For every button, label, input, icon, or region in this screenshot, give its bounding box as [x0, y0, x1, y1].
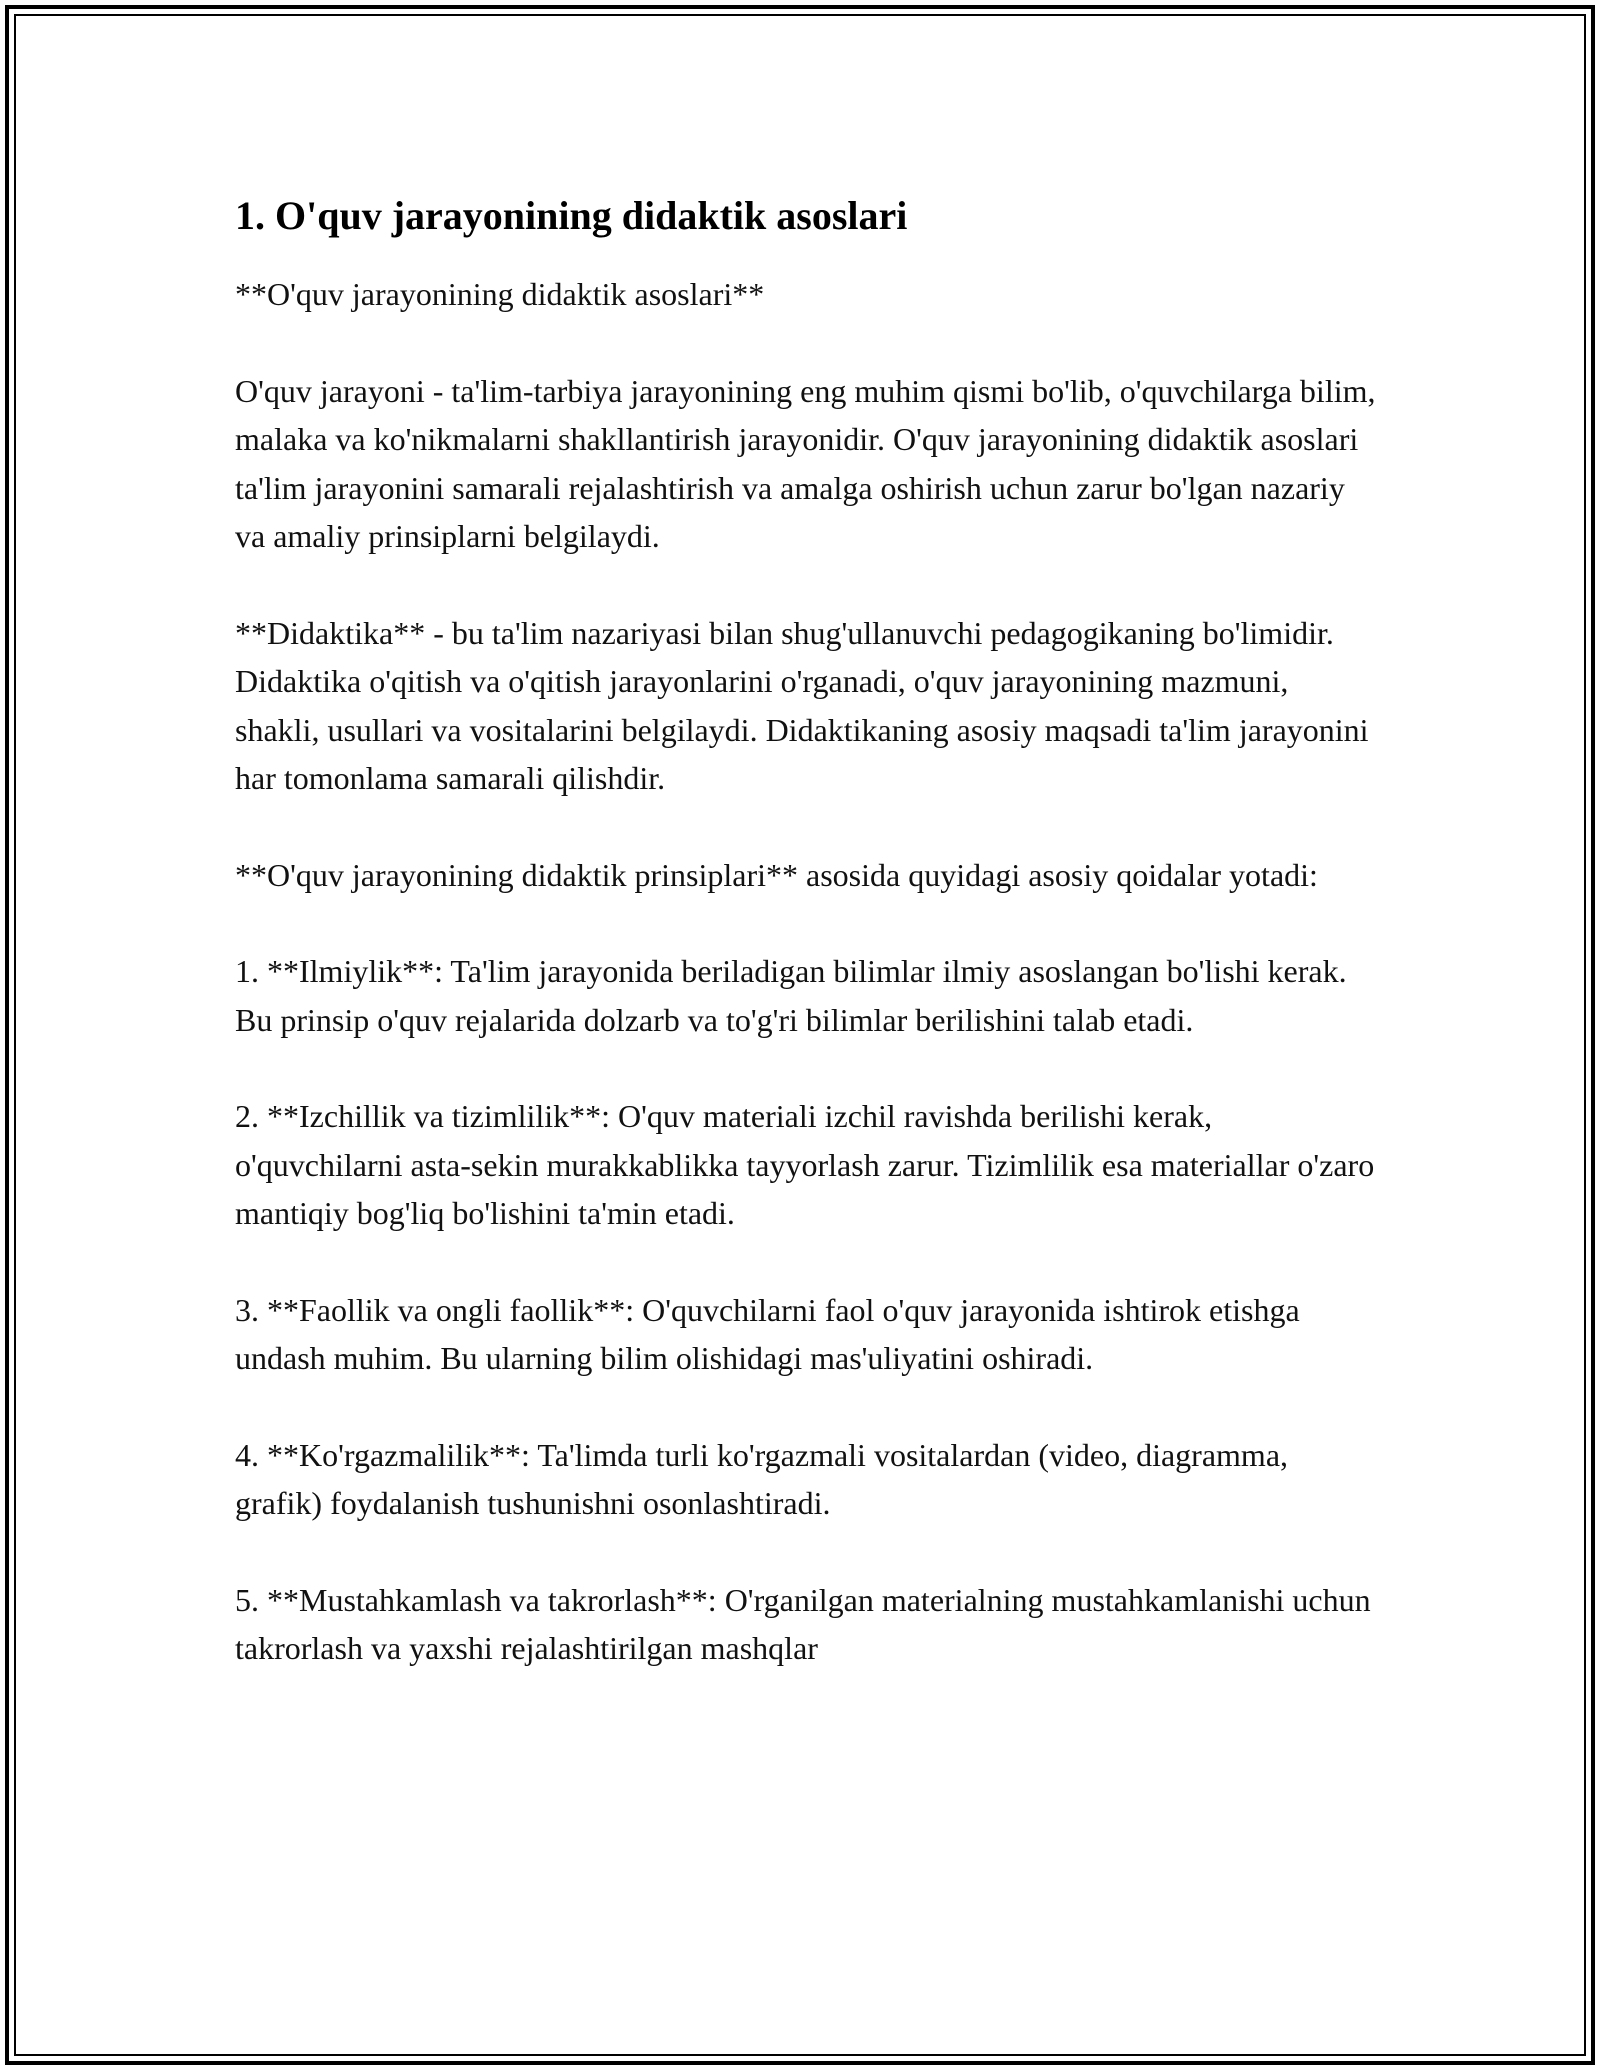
document-body: [235, 186, 1380, 1721]
list-item-faollik: 3. **Faollik va ongli faollik**: O'quvchilarni faol o'quv jarayonida ishtirok etishga undash muhim. Bu ularning bilim olishidagi mas'uliyatini oshiradi.: [235, 1291, 1300, 1376]
list-item-izchillik: 2. **Izchillik va tizimlilik**: O'quv materiali izchil ravishda berilishi kerak, o'quvchilarni asta-sekin murakkablikka tayyorlash zarur. Tizimlilik esa materiallar o'zaro mantiqiy bog'liq bo'lishini ta'min etadi.: [235, 1098, 1375, 1231]
section-heading: 1. O'quv jarayonining didaktik asoslari: [235, 193, 908, 238]
paragraph-subtitle: **O'quv jarayonining didaktik asoslari**: [235, 276, 765, 312]
list-item-korgazmalilik: 4. **Ko'rgazmalilik**: Ta'limda turli ko'rgazmali vositalardan (video, diagramma, grafik) foydalanish tushunishni osonlashtiradi.: [235, 1436, 1289, 1521]
paragraph-principles-intro: **O'quv jarayonining didaktik prinsiplari** asosida quyidagi asosiy qoidalar yotadi:: [235, 856, 1318, 893]
paragraph-intro: O'quv jarayoni - ta'lim-tarbiya jarayonining eng muhim qismi bo'lib, o'quvchilarga bilim, malaka va ko'nikmalarni shakllantirish jarayonidir. O'quv jarayonining didaktik asoslari ta'lim jarayonini samarali rejalashtirish va amalga oshirish uchun zarur bo'lgan nazariy va amaliy prinsiplarni belgilaydi.: [235, 372, 1376, 554]
list-item-mustahkamlash: 5. **Mustahkamlash va takrorlash**: O'rganilgan materialning mustahkamlanishi uchun takrorlash va yaxshi rejalashtirilgan mashqlar: [235, 1581, 1371, 1666]
paragraph-didaktika: **Didaktika** - bu ta'lim nazariyasi bilan shug'ullanuvchi pedagogikaning bo'limidir. Didaktika o'qitish va o'qitish jarayonlarini o'rganadi, o'quv jarayonining mazmuni, shakli, usullari va vositalarini belgilaydi. Didaktikaning asosiy maqsadi ta'lim jarayonini har tomonlama samarali qilishdir.: [235, 614, 1369, 796]
list-item-ilmiylik: 1. **Ilmiylik**: Ta'lim jarayonida beriladigan bilimlar ilmiy asoslangan bo'lishi kerak. Bu prinsip o'quv rejalarida dolzarb va to'g'ri bilimlar berilishini talab etadi.: [235, 953, 1347, 1038]
